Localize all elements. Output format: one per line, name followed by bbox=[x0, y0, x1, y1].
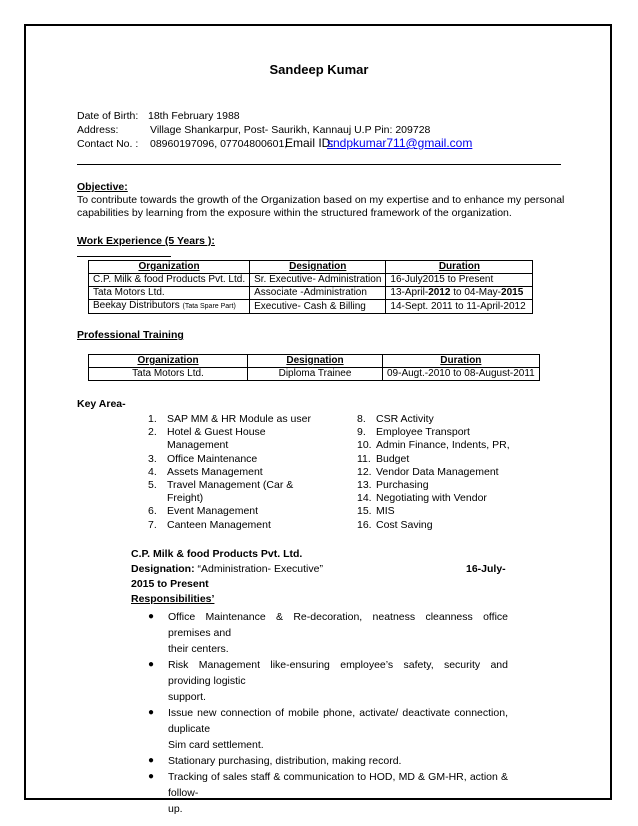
list-item: 2. Hotel & Guest House Management bbox=[148, 426, 266, 452]
list-item: 8. CSR Activity bbox=[357, 413, 434, 425]
work-experience-table bbox=[88, 260, 533, 314]
designation-value: “Administration- Executive” bbox=[194, 563, 323, 575]
dob-value: 18th February 1988 bbox=[148, 110, 240, 122]
job-date-end: 2015 to Present bbox=[131, 578, 209, 590]
header-divider bbox=[77, 164, 561, 165]
email-label: Email ID: bbox=[285, 136, 334, 150]
list-item: 13. Purchasing bbox=[357, 479, 429, 492]
bullet-icon: ● bbox=[148, 755, 155, 766]
bullet-icon: ● bbox=[148, 611, 155, 622]
row-duration: 16-July2015 to Present bbox=[386, 274, 533, 287]
row-organization: Tata Motors Ltd. bbox=[89, 287, 250, 300]
duration-end-year: 2015 bbox=[501, 287, 524, 298]
objective-heading: Objective: bbox=[77, 181, 128, 193]
row-organization bbox=[89, 300, 250, 314]
org-name: Beekay Distributors bbox=[93, 300, 180, 311]
row-designation: Executive- Cash & Billing bbox=[250, 300, 386, 314]
list-item: ● Office Maintenance & Re-decoration, neatness cleanness office premises and their centers. bbox=[148, 611, 508, 655]
responsibilities-heading: Responsibilities’ bbox=[131, 593, 215, 605]
work-experience-heading-text: Work Experience (5 Years ): bbox=[77, 235, 215, 247]
address-label: Address: bbox=[77, 124, 119, 136]
key-area-list-right bbox=[357, 413, 537, 532]
row-duration bbox=[386, 287, 533, 300]
work-experience-rule bbox=[77, 256, 171, 257]
objective-line-1: To contribute towards the growth of the Organization based on my expertise and to enhance my personal bbox=[77, 194, 565, 206]
table-row bbox=[89, 274, 533, 287]
designation-label: Designation: bbox=[131, 563, 195, 575]
row-organization: C.P. Milk & food Products Pvt. Ltd. bbox=[89, 274, 250, 287]
candidate-name: Sandeep Kumar bbox=[269, 62, 369, 77]
list-item: ● Stationary purchasing, distribution, making record. bbox=[148, 755, 402, 767]
key-area-heading: Key Area- bbox=[77, 398, 126, 410]
table-row bbox=[89, 300, 533, 314]
responsibilities-list bbox=[148, 609, 508, 817]
dob-label: Date of Birth: bbox=[77, 110, 139, 122]
row-organization: Tata Motors Ltd. bbox=[89, 368, 248, 381]
col-designation: Designation bbox=[250, 261, 386, 274]
list-item: 12. Vendor Data Management bbox=[357, 465, 499, 478]
list-item: 10. Admin Finance, Indents, PR, bbox=[357, 439, 510, 452]
bullet-icon: ● bbox=[148, 771, 155, 782]
list-item: ● Issue new connection of mobile phone, activate/ deactivate connection, duplicate Sim card settlement. bbox=[148, 707, 508, 751]
list-item: 5. Travel Management (Car & Freight) bbox=[148, 479, 294, 505]
job-designation bbox=[131, 563, 323, 575]
address-value: Village Shankarpur, Post- Saurikh, Kannauj U.P Pin: 209728 bbox=[150, 124, 431, 136]
org-note: (Tata Spare Part) bbox=[182, 303, 236, 310]
col-organization: Organization bbox=[89, 355, 248, 368]
list-item: 14. Negotiating with Vendor bbox=[357, 492, 487, 505]
row-designation: Sr. Executive- Administration bbox=[250, 274, 386, 287]
list-item: 4. Assets Management bbox=[148, 465, 263, 478]
col-duration: Duration bbox=[383, 355, 540, 368]
row-duration: 09-Augt.-2010 to 08-August-2011 bbox=[383, 368, 540, 381]
bullet-icon: ● bbox=[148, 659, 155, 670]
list-item: ● Tracking of sales staff & communication to HOD, MD & GM-HR, action & follow- up. bbox=[148, 771, 508, 815]
col-duration: Duration bbox=[386, 261, 533, 274]
list-item: 6. Event Management bbox=[148, 505, 259, 518]
training-heading: Professional Training bbox=[77, 329, 184, 341]
list-item: ● Risk Management like-ensuring employee’s safety, security and providing logistic support. bbox=[148, 659, 508, 703]
contact-value: 08960197096, 07704800601, bbox=[150, 138, 288, 150]
objective-line-2: capabilities by learning from the exposure within the structured framework of the organization. bbox=[77, 207, 512, 219]
email-link[interactable]: sndpkumar711@gmail.com bbox=[327, 136, 473, 150]
duration-start: 13-April- bbox=[390, 287, 429, 298]
list-item: 9. Employee Transport bbox=[357, 426, 470, 439]
contact-label: Contact No. : bbox=[77, 138, 139, 150]
row-duration: 14-Sept. 2011 to 11-April-2012 bbox=[386, 300, 533, 314]
col-designation: Designation bbox=[248, 355, 383, 368]
job-date-start: 16-July- bbox=[466, 563, 506, 575]
table-row bbox=[89, 287, 533, 300]
list-item: 16. Cost Saving bbox=[357, 518, 433, 531]
duration-end: to 04-May- bbox=[450, 287, 502, 298]
list-item: 3. Office Maintenance bbox=[148, 452, 258, 465]
list-item: 1. SAP MM & HR Module as user bbox=[148, 413, 311, 425]
table-row bbox=[89, 368, 540, 381]
list-item: 11. Budget bbox=[357, 452, 410, 465]
row-designation: Diploma Trainee bbox=[248, 368, 383, 381]
list-item: 7. Canteen Management bbox=[148, 518, 271, 531]
col-organization: Organization bbox=[89, 261, 250, 274]
work-experience-heading bbox=[77, 235, 243, 247]
job-company: C.P. Milk & food Products Pvt. Ltd. bbox=[131, 548, 303, 560]
key-area-list-left bbox=[148, 413, 328, 532]
row-designation: Associate -Administration bbox=[250, 287, 386, 300]
bullet-icon: ● bbox=[148, 707, 155, 718]
duration-start-year: 2012 bbox=[428, 287, 451, 298]
list-item: 15. MIS bbox=[357, 505, 395, 518]
training-table bbox=[88, 354, 540, 381]
